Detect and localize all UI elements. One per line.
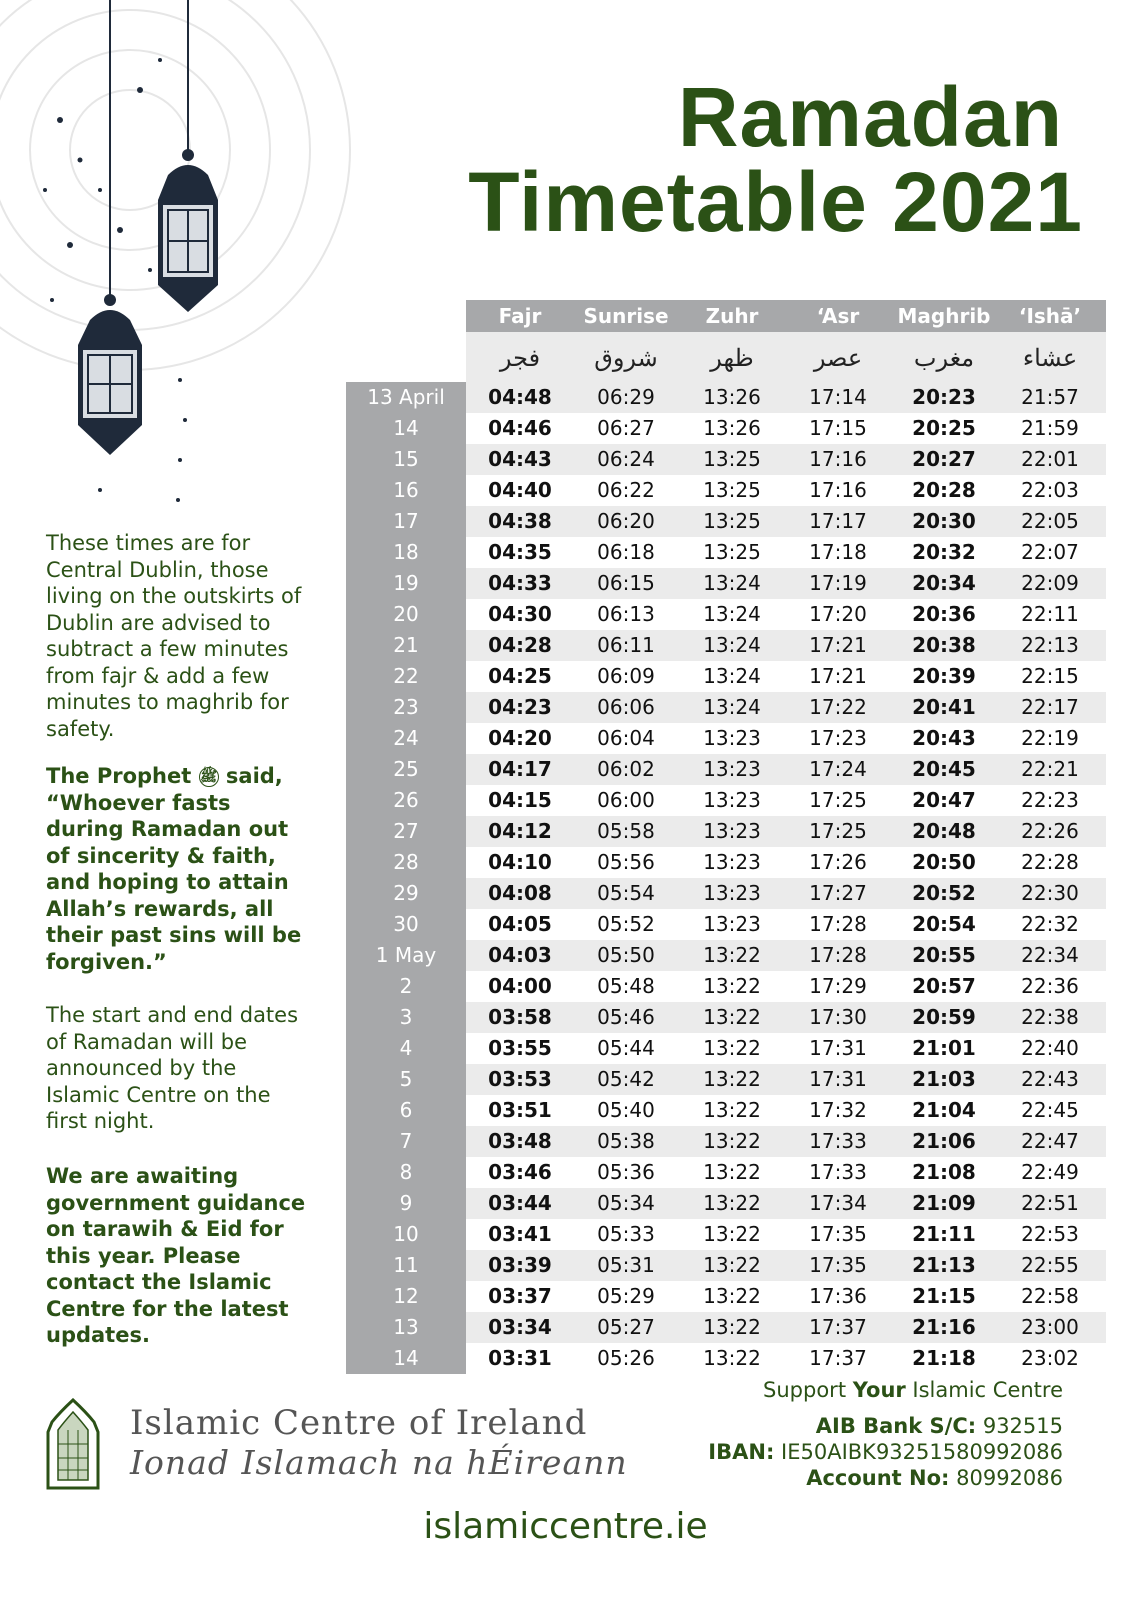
time-cell: 06:11	[597, 633, 655, 657]
table-row	[346, 413, 1106, 444]
time-cell: 06:27	[597, 416, 655, 440]
time-cell: 06:06	[597, 695, 655, 719]
time-cell: 13:22	[703, 1222, 761, 1246]
time-cell: 22:05	[1021, 509, 1079, 533]
table-row	[346, 878, 1106, 909]
time-cell: 21:18	[912, 1346, 976, 1370]
time-cell: 17:28	[809, 912, 867, 936]
date-cell: 11	[393, 1253, 419, 1277]
time-cell: 17:18	[809, 540, 867, 564]
website-link[interactable]: islamiccentre.ie	[423, 1506, 708, 1547]
column-header-row	[466, 300, 1106, 332]
iban	[708, 1440, 1063, 1464]
time-cell: 22:07	[1021, 540, 1079, 564]
time-cell: 05:58	[597, 819, 655, 843]
bank-label: AIB Bank S/C:	[815, 1414, 977, 1438]
time-cell: 05:40	[597, 1098, 655, 1122]
date-cell: 15	[393, 447, 419, 471]
time-cell: 22:21	[1021, 757, 1079, 781]
time-cell: 20:38	[912, 633, 976, 657]
time-cell: 04:08	[488, 881, 552, 905]
time-cell: 22:26	[1021, 819, 1079, 843]
table-row	[346, 475, 1106, 506]
hadith-text: said, “Whoever fasts during Ramadan out of sincerity & faith, and hoping to attain Allah’s rewards, all their past sins will be forgiven.”	[46, 764, 302, 974]
table-row	[346, 816, 1106, 847]
time-cell: 17:37	[809, 1346, 867, 1370]
time-cell: 17:31	[809, 1067, 867, 1091]
time-cell: 04:28	[488, 633, 552, 657]
date-cell: 10	[393, 1222, 419, 1246]
date-cell: 8	[399, 1160, 413, 1184]
time-cell: 05:34	[597, 1191, 655, 1215]
column-label: ‘Asr	[816, 304, 860, 328]
location-note: These times are for Central Dublin, those living on the outskirts of Dublin are advised to subtract a few minutes from fajr & add a few minutes to maghrib for safety.	[46, 531, 302, 741]
time-cell: 20:36	[912, 602, 976, 626]
support-your: Your	[852, 1378, 906, 1402]
time-cell: 13:22	[703, 1036, 761, 1060]
org-name-irish: Ionad Islamach na hÉireann	[130, 1443, 628, 1482]
date-cell: 5	[399, 1067, 413, 1091]
bank-value: 932515	[976, 1414, 1063, 1438]
time-cell: 20:47	[912, 788, 976, 812]
time-cell: 13:23	[703, 912, 761, 936]
date-cell: 19	[393, 571, 419, 595]
time-cell: 05:52	[597, 912, 655, 936]
time-cell: 13:22	[703, 1160, 761, 1184]
time-cell: 13:24	[703, 571, 761, 595]
table-row	[346, 940, 1106, 971]
time-cell: 21:13	[912, 1253, 976, 1277]
table-row	[346, 661, 1106, 692]
time-cell: 22:03	[1021, 478, 1079, 502]
time-cell: 21:15	[912, 1284, 976, 1308]
time-cell: 20:52	[912, 881, 976, 905]
time-cell: 05:44	[597, 1036, 655, 1060]
date-cell: 14	[393, 416, 419, 440]
mosque-logo-icon	[44, 1398, 102, 1490]
date-cell: 4	[399, 1036, 413, 1060]
time-cell: 05:36	[597, 1160, 655, 1184]
time-cell: 04:10	[488, 850, 552, 874]
date-cell: 14	[393, 1346, 419, 1370]
time-cell: 06:20	[597, 509, 655, 533]
time-cell: 17:25	[809, 788, 867, 812]
date-cell: 3	[399, 1005, 413, 1029]
time-cell: 13:22	[703, 974, 761, 998]
time-cell: 17:33	[809, 1129, 867, 1153]
time-cell: 13:24	[703, 664, 761, 688]
time-cell: 06:15	[597, 571, 655, 595]
time-cell: 13:25	[703, 509, 761, 533]
table-row	[346, 1281, 1106, 1312]
time-cell: 17:26	[809, 850, 867, 874]
time-cell: 20:50	[912, 850, 976, 874]
title-line-1: Ramadan	[677, 70, 1063, 164]
time-cell: 22:53	[1021, 1222, 1079, 1246]
table-row	[346, 1250, 1106, 1281]
account-value: 80992086	[949, 1466, 1063, 1490]
table-row	[346, 723, 1106, 754]
table-row	[346, 1219, 1106, 1250]
date-cell: 28	[393, 850, 419, 874]
time-cell: 03:41	[488, 1222, 552, 1246]
time-cell: 20:41	[912, 695, 976, 719]
time-cell: 22:13	[1021, 633, 1079, 657]
date-cell: 22	[393, 664, 419, 688]
time-cell: 17:17	[809, 509, 867, 533]
time-cell: 21:03	[912, 1067, 976, 1091]
account-number	[806, 1466, 1063, 1490]
date-cell: 2	[399, 974, 413, 998]
time-cell: 04:40	[488, 478, 552, 502]
time-cell: 06:13	[597, 602, 655, 626]
date-cell: 26	[393, 788, 419, 812]
table-row	[346, 1312, 1106, 1343]
time-cell: 20:57	[912, 974, 976, 998]
column-label-arabic: عشاء	[1022, 344, 1078, 372]
table-row	[346, 971, 1106, 1002]
time-cell: 06:22	[597, 478, 655, 502]
time-cell: 03:34	[488, 1315, 552, 1339]
time-cell: 13:22	[703, 943, 761, 967]
table-row	[346, 1033, 1106, 1064]
date-cell: 20	[393, 602, 419, 626]
time-cell: 23:00	[1021, 1315, 1079, 1339]
time-cell: 04:23	[488, 695, 552, 719]
time-cell: 20:32	[912, 540, 976, 564]
time-cell: 06:00	[597, 788, 655, 812]
time-cell: 21:08	[912, 1160, 976, 1184]
time-cell: 22:01	[1021, 447, 1079, 471]
time-cell: 20:55	[912, 943, 976, 967]
time-cell: 20:25	[912, 416, 976, 440]
date-cell: 17	[393, 509, 419, 533]
time-cell: 13:23	[703, 757, 761, 781]
support-heading	[763, 1378, 1063, 1402]
time-cell: 17:34	[809, 1191, 867, 1215]
time-cell: 03:37	[488, 1284, 552, 1308]
tarawih-note: We are awaiting government guidance on tarawih & Eid for this year. Please contact the Islamic Centre for the latest updates.	[46, 1164, 306, 1347]
date-cell: 27	[393, 819, 419, 843]
time-cell: 04:12	[488, 819, 552, 843]
time-cell: 13:23	[703, 726, 761, 750]
time-cell: 03:55	[488, 1036, 552, 1060]
time-cell: 22:32	[1021, 912, 1079, 936]
time-cell: 13:22	[703, 1346, 761, 1370]
table-row	[346, 382, 1106, 413]
table-row	[346, 1157, 1106, 1188]
time-cell: 23:02	[1021, 1346, 1079, 1370]
time-cell: 20:45	[912, 757, 976, 781]
time-cell: 03:51	[488, 1098, 552, 1122]
time-cell: 22:28	[1021, 850, 1079, 874]
time-cell: 05:26	[597, 1346, 655, 1370]
support-post: Islamic Centre	[905, 1378, 1063, 1402]
time-cell: 22:49	[1021, 1160, 1079, 1184]
time-cell: 05:56	[597, 850, 655, 874]
table-row	[346, 1188, 1106, 1219]
time-cell: 04:35	[488, 540, 552, 564]
time-cell: 03:53	[488, 1067, 552, 1091]
table-row	[346, 909, 1106, 940]
time-cell: 13:26	[703, 416, 761, 440]
time-cell: 05:27	[597, 1315, 655, 1339]
time-cell: 04:38	[488, 509, 552, 533]
time-cell: 13:23	[703, 881, 761, 905]
table-row	[346, 1064, 1106, 1095]
time-cell: 03:44	[488, 1191, 552, 1215]
column-label-arabic: مغرب	[913, 344, 975, 372]
table-row	[346, 630, 1106, 661]
date-cell: 1 May	[375, 943, 437, 967]
time-cell: 04:20	[488, 726, 552, 750]
time-cell: 22:09	[1021, 571, 1079, 595]
time-cell: 17:27	[809, 881, 867, 905]
time-cell: 20:34	[912, 571, 976, 595]
time-cell: 04:03	[488, 943, 552, 967]
time-cell: 03:46	[488, 1160, 552, 1184]
table-row	[346, 692, 1106, 723]
time-cell: 21:57	[1021, 385, 1079, 409]
time-cell: 05:29	[597, 1284, 655, 1308]
time-cell: 04:43	[488, 447, 552, 471]
time-cell: 21:59	[1021, 416, 1079, 440]
time-cell: 04:33	[488, 571, 552, 595]
time-cell: 06:04	[597, 726, 655, 750]
time-cell: 13:24	[703, 633, 761, 657]
time-cell: 22:17	[1021, 695, 1079, 719]
time-cell: 17:16	[809, 478, 867, 502]
time-cell: 17:33	[809, 1160, 867, 1184]
time-cell: 04:15	[488, 788, 552, 812]
table-row	[346, 444, 1106, 475]
time-cell: 22:45	[1021, 1098, 1079, 1122]
time-cell: 13:22	[703, 1129, 761, 1153]
table-row	[346, 1095, 1106, 1126]
column-label: Zuhr	[705, 304, 759, 328]
time-cell: 22:55	[1021, 1253, 1079, 1277]
date-cell: 6	[399, 1098, 413, 1122]
time-cell: 13:26	[703, 385, 761, 409]
date-cell: 13	[393, 1315, 419, 1339]
column-label: Fajr	[498, 304, 542, 328]
time-cell: 17:15	[809, 416, 867, 440]
time-cell: 22:30	[1021, 881, 1079, 905]
time-cell: 21:16	[912, 1315, 976, 1339]
time-cell: 17:24	[809, 757, 867, 781]
time-cell: 03:58	[488, 1005, 552, 1029]
table-row	[346, 568, 1106, 599]
time-cell: 20:39	[912, 664, 976, 688]
time-cell: 17:30	[809, 1005, 867, 1029]
table-row	[346, 1126, 1106, 1157]
time-cell: 13:25	[703, 447, 761, 471]
column-label-arabic: عصر	[813, 344, 863, 372]
time-cell: 13:22	[703, 1315, 761, 1339]
time-cell: 21:01	[912, 1036, 976, 1060]
date-cell: 7	[399, 1129, 413, 1153]
time-cell: 13:22	[703, 1098, 761, 1122]
time-cell: 20:54	[912, 912, 976, 936]
date-cell: 13 April	[367, 385, 445, 409]
table-row	[346, 754, 1106, 785]
time-cell: 06:09	[597, 664, 655, 688]
time-cell: 04:17	[488, 757, 552, 781]
column-label-arabic: ظهر	[710, 344, 754, 372]
time-cell: 05:33	[597, 1222, 655, 1246]
time-cell: 17:21	[809, 633, 867, 657]
time-cell: 22:34	[1021, 943, 1079, 967]
date-cell: 25	[393, 757, 419, 781]
date-cell: 30	[393, 912, 419, 936]
time-cell: 04:30	[488, 602, 552, 626]
title-line-2: Timetable 2021	[468, 155, 1083, 249]
time-cell: 22:58	[1021, 1284, 1079, 1308]
time-cell: 22:43	[1021, 1067, 1079, 1091]
time-cell: 13:22	[703, 1067, 761, 1091]
time-cell: 03:39	[488, 1253, 552, 1277]
time-cell: 17:16	[809, 447, 867, 471]
time-cell: 05:48	[597, 974, 655, 998]
time-cell: 17:21	[809, 664, 867, 688]
time-cell: 22:15	[1021, 664, 1079, 688]
column-label: Sunrise	[583, 304, 669, 328]
time-cell: 05:46	[597, 1005, 655, 1029]
time-cell: 17:37	[809, 1315, 867, 1339]
time-cell: 22:23	[1021, 788, 1079, 812]
table-row	[346, 785, 1106, 816]
time-cell: 17:32	[809, 1098, 867, 1122]
time-cell: 04:00	[488, 974, 552, 998]
time-cell: 21:09	[912, 1191, 976, 1215]
time-cell: 17:36	[809, 1284, 867, 1308]
time-cell: 20:30	[912, 509, 976, 533]
table-row	[346, 847, 1106, 878]
column-label-arabic: فجر	[499, 344, 541, 372]
time-cell: 17:28	[809, 943, 867, 967]
time-cell: 04:25	[488, 664, 552, 688]
time-cell: 13:23	[703, 819, 761, 843]
lantern-ornament-icon	[0, 0, 400, 560]
time-cell: 20:27	[912, 447, 976, 471]
account-label: Account No:	[806, 1466, 950, 1490]
time-cell: 20:48	[912, 819, 976, 843]
time-cell: 17:31	[809, 1036, 867, 1060]
time-cell: 20:43	[912, 726, 976, 750]
time-cell: 17:29	[809, 974, 867, 998]
time-cell: 13:25	[703, 478, 761, 502]
time-cell: 13:25	[703, 540, 761, 564]
time-cell: 03:31	[488, 1346, 552, 1370]
time-cell: 05:50	[597, 943, 655, 967]
date-cell: 12	[393, 1284, 419, 1308]
time-cell: 05:31	[597, 1253, 655, 1277]
bank-sort-code	[816, 1414, 1063, 1438]
time-cell: 05:54	[597, 881, 655, 905]
time-cell: 21:04	[912, 1098, 976, 1122]
time-cell: 20:23	[912, 385, 976, 409]
time-cell: 13:24	[703, 602, 761, 626]
date-cell: 21	[393, 633, 419, 657]
time-cell: 17:25	[809, 819, 867, 843]
hadith-prefix: The Prophet	[46, 764, 192, 788]
date-cell: 29	[393, 881, 419, 905]
table-row	[346, 537, 1106, 568]
iban-label: IBAN:	[708, 1440, 775, 1464]
time-cell: 22:19	[1021, 726, 1079, 750]
hadith-quote	[46, 763, 306, 975]
date-cell: 23	[393, 695, 419, 719]
time-cell: 17:35	[809, 1253, 867, 1277]
table-row	[346, 599, 1106, 630]
time-cell: 06:24	[597, 447, 655, 471]
time-cell: 13:23	[703, 788, 761, 812]
iban-value: IE50AIBK93251580992086	[774, 1440, 1063, 1464]
time-cell: 06:18	[597, 540, 655, 564]
time-cell: 17:35	[809, 1222, 867, 1246]
time-cell: 13:22	[703, 1005, 761, 1029]
time-cell: 13:24	[703, 695, 761, 719]
time-cell: 13:23	[703, 850, 761, 874]
org-name-english: Islamic Centre of Ireland	[130, 1403, 588, 1443]
column-label: Maghrib	[897, 304, 991, 328]
time-cell: 22:38	[1021, 1005, 1079, 1029]
time-cell: 17:20	[809, 602, 867, 626]
time-cell: 22:40	[1021, 1036, 1079, 1060]
time-cell: 04:48	[488, 385, 552, 409]
date-cell: 9	[399, 1191, 413, 1215]
time-cell: 13:22	[703, 1191, 761, 1215]
time-cell: 21:06	[912, 1129, 976, 1153]
time-cell: 20:28	[912, 478, 976, 502]
time-cell: 22:11	[1021, 602, 1079, 626]
time-cell: 05:42	[597, 1067, 655, 1091]
table-row	[346, 1002, 1106, 1033]
time-cell: 04:46	[488, 416, 552, 440]
column-label: ‘Ishā’	[1018, 304, 1082, 328]
time-cell: 20:59	[912, 1005, 976, 1029]
time-cell: 03:48	[488, 1129, 552, 1153]
time-cell: 17:19	[809, 571, 867, 595]
column-label-arabic: شروق	[594, 344, 658, 372]
time-cell: 22:47	[1021, 1129, 1079, 1153]
time-cell: 04:05	[488, 912, 552, 936]
table-row	[346, 1343, 1106, 1374]
time-cell: 17:14	[809, 385, 867, 409]
time-cell: 06:02	[597, 757, 655, 781]
support-pre: Support	[763, 1378, 853, 1402]
date-cell: 24	[393, 726, 419, 750]
time-cell: 21:11	[912, 1222, 976, 1246]
table-row	[346, 506, 1106, 537]
time-cell: 13:22	[703, 1253, 761, 1277]
time-cell: 22:51	[1021, 1191, 1079, 1215]
time-cell: 05:38	[597, 1129, 655, 1153]
time-cell: 13:22	[703, 1284, 761, 1308]
dates-note: The start and end dates of Ramadan will be announced by the Islamic Centre on the first night.	[46, 1003, 299, 1133]
time-cell: 06:29	[597, 385, 655, 409]
date-cell: 18	[393, 540, 419, 564]
time-cell: 17:22	[809, 695, 867, 719]
time-cell: 17:23	[809, 726, 867, 750]
honorific-icon: ﷺ	[200, 769, 218, 785]
date-cell: 16	[393, 478, 419, 502]
arabic-header-row	[466, 332, 1106, 382]
time-cell: 22:36	[1021, 974, 1079, 998]
